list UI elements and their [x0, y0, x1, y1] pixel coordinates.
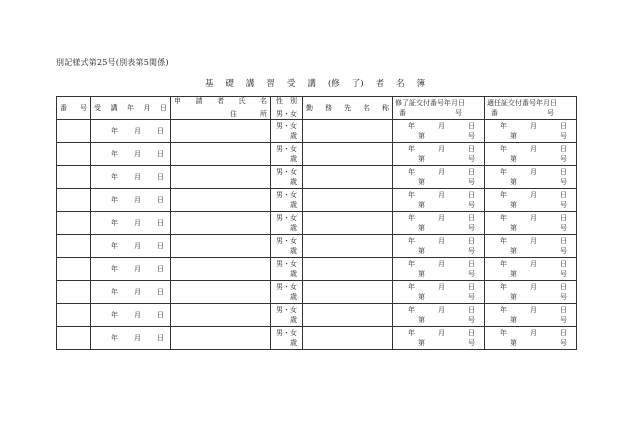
date-month: 月: [134, 172, 141, 181]
date-month: 月: [134, 241, 141, 250]
title-char: 基: [204, 79, 214, 89]
form-reference: 別記様式第25号(別表第5関係): [56, 58, 169, 67]
appoint-dai: 第: [510, 154, 517, 163]
cell-workplace[interactable]: [303, 304, 393, 327]
cell-appointment-cert[interactable]: [485, 327, 577, 350]
appoint-day: 日: [560, 282, 567, 291]
table-row: [57, 327, 577, 350]
appoint-day: 日: [560, 328, 567, 337]
title-char: 簿: [416, 79, 426, 89]
table-row: [57, 281, 577, 304]
header-gender: [271, 97, 303, 120]
title-char: 習: [266, 79, 275, 89]
appoint-day: 日: [560, 190, 567, 199]
gender-options: 男・女: [276, 144, 297, 153]
appoint-dai: 第: [510, 338, 517, 347]
cell-number[interactable]: [57, 166, 91, 189]
header-date-char: 講: [110, 103, 118, 112]
appoint-month: 月: [530, 305, 537, 314]
header-gender-char: 別: [290, 97, 297, 105]
cert-go: 号: [468, 246, 475, 255]
cell-number[interactable]: [57, 327, 91, 350]
date-day: 日: [157, 264, 164, 273]
appoint-month: 月: [530, 167, 537, 176]
cell-gender[interactable]: [271, 281, 303, 304]
cert-go: 号: [468, 131, 475, 140]
date-year: 年: [111, 287, 118, 296]
cell-number[interactable]: [57, 235, 91, 258]
cell-date[interactable]: [91, 327, 171, 350]
header-workplace-char: 先: [344, 103, 351, 112]
cert-go: 号: [468, 338, 475, 347]
cell-date[interactable]: [91, 166, 171, 189]
appoint-day: 日: [560, 144, 567, 153]
date-year: 年: [111, 264, 118, 273]
cert-day: 日: [468, 259, 475, 268]
cert-day: 日: [468, 282, 475, 291]
date-day: 日: [157, 310, 164, 319]
cert-year: 年: [408, 259, 415, 268]
header-applicant-char: 申: [174, 97, 181, 105]
cert-day: 日: [468, 144, 475, 153]
appoint-go: 号: [560, 338, 567, 347]
header-gender-options: 男・女: [276, 110, 297, 118]
cert-month: 月: [438, 167, 445, 176]
appoint-dai: 第: [510, 177, 517, 186]
title-char: 者: [375, 79, 385, 89]
appoint-go: 号: [560, 269, 567, 278]
appoint-day: 日: [560, 167, 567, 176]
cert-year: 年: [408, 190, 415, 199]
cell-date[interactable]: [91, 120, 171, 143]
cell-workplace[interactable]: [303, 212, 393, 235]
header-address-char: 住: [230, 110, 237, 118]
date-year: 年: [111, 126, 118, 135]
cert-month: 月: [438, 328, 445, 337]
date-day: 日: [157, 333, 164, 342]
date-year: 年: [111, 310, 118, 319]
header-applicant-char: 氏: [238, 97, 246, 105]
appoint-dai: 第: [510, 269, 517, 278]
cell-appointment-cert[interactable]: [485, 120, 577, 143]
cell-gender[interactable]: [271, 120, 303, 143]
cell-gender[interactable]: [271, 304, 303, 327]
register-table: [56, 96, 577, 350]
date-month: 月: [134, 310, 141, 319]
date-month: 月: [134, 264, 141, 273]
table-row: [57, 189, 577, 212]
cert-day: 日: [468, 328, 475, 337]
age-unit: 歳: [290, 315, 297, 324]
cell-applicant[interactable]: [171, 258, 271, 281]
cell-applicant[interactable]: [171, 235, 271, 258]
appoint-go: 号: [560, 223, 567, 232]
cert-year: 年: [408, 144, 415, 153]
cell-completion-cert[interactable]: [393, 189, 485, 212]
gender-options: 男・女: [276, 282, 297, 291]
cell-date[interactable]: [91, 281, 171, 304]
cell-workplace[interactable]: [303, 258, 393, 281]
cell-completion-cert[interactable]: [393, 258, 485, 281]
cert-year: 年: [408, 236, 415, 245]
header-gender-char: 性: [276, 97, 283, 105]
age-unit: 歳: [290, 131, 297, 140]
cell-applicant[interactable]: [171, 281, 271, 304]
cell-appointment-cert[interactable]: [485, 235, 577, 258]
appoint-year: 年: [500, 282, 507, 291]
date-month: 月: [134, 149, 141, 158]
cell-number[interactable]: [57, 189, 91, 212]
header-applicant: [171, 97, 271, 120]
header-completion-cert: [393, 97, 485, 120]
cert-year: 年: [408, 213, 415, 222]
date-month: 月: [134, 126, 141, 135]
date-day: 日: [157, 126, 164, 135]
age-unit: 歳: [290, 154, 297, 163]
title-char: 礎: [225, 79, 234, 89]
age-unit: 歳: [290, 269, 297, 278]
cell-date[interactable]: [91, 143, 171, 166]
appoint-go: 号: [560, 200, 567, 209]
appoint-dai: 第: [510, 223, 517, 232]
header-date: [91, 97, 171, 120]
gender-options: 男・女: [276, 305, 297, 314]
header-completion-char: 号: [455, 108, 462, 117]
header-applicant-char: 者: [217, 97, 224, 105]
header-workplace: [303, 97, 393, 120]
appoint-month: 月: [530, 213, 537, 222]
appoint-month: 月: [530, 121, 537, 130]
cert-year: 年: [408, 305, 415, 314]
title-char: 名: [396, 79, 405, 89]
age-unit: 歳: [290, 223, 297, 232]
date-day: 日: [157, 149, 164, 158]
cert-go: 号: [468, 177, 475, 186]
table-row: [57, 235, 577, 258]
cert-go: 号: [468, 315, 475, 324]
cell-number[interactable]: [57, 143, 91, 166]
cell-completion-cert[interactable]: [393, 166, 485, 189]
date-month: 月: [134, 333, 141, 342]
date-year: 年: [111, 172, 118, 181]
cell-workplace[interactable]: [303, 235, 393, 258]
cert-year: 年: [408, 121, 415, 130]
table-row: [57, 212, 577, 235]
cell-number[interactable]: [57, 304, 91, 327]
appoint-year: 年: [500, 259, 507, 268]
cert-day: 日: [468, 121, 475, 130]
appoint-day: 日: [560, 213, 567, 222]
age-unit: 歳: [290, 338, 297, 347]
appoint-go: 号: [560, 154, 567, 163]
date-day: 日: [157, 287, 164, 296]
appoint-day: 日: [560, 121, 567, 130]
cell-number[interactable]: [57, 258, 91, 281]
cert-month: 月: [438, 190, 445, 199]
cert-dai: 第: [418, 315, 425, 324]
appoint-dai: 第: [510, 131, 517, 140]
cell-gender[interactable]: [271, 212, 303, 235]
cell-date[interactable]: [91, 304, 171, 327]
header-row: [57, 97, 577, 120]
gender-options: 男・女: [276, 121, 297, 130]
gender-options: 男・女: [276, 213, 297, 222]
cert-dai: 第: [418, 200, 425, 209]
cell-applicant[interactable]: [171, 143, 271, 166]
appoint-month: 月: [530, 328, 537, 337]
appoint-year: 年: [500, 305, 507, 314]
cert-dai: 第: [418, 177, 425, 186]
cert-month: 月: [438, 259, 445, 268]
cell-number[interactable]: [57, 281, 91, 304]
cell-workplace[interactable]: [303, 143, 393, 166]
age-unit: 歳: [290, 246, 297, 255]
appoint-go: 号: [560, 246, 567, 255]
cert-dai: 第: [418, 223, 425, 232]
cert-year: 年: [408, 167, 415, 176]
header-number-char: 号: [80, 103, 87, 112]
cert-month: 月: [438, 121, 445, 130]
cell-completion-cert[interactable]: [393, 143, 485, 166]
table-row: [57, 166, 577, 189]
gender-options: 男・女: [276, 190, 297, 199]
cert-month: 月: [438, 144, 445, 153]
appoint-year: 年: [500, 167, 507, 176]
cert-go: 号: [468, 292, 475, 301]
cert-day: 日: [468, 236, 475, 245]
appoint-go: 号: [560, 292, 567, 301]
cell-completion-cert[interactable]: [393, 120, 485, 143]
appoint-month: 月: [530, 282, 537, 291]
title-char: 講: [307, 79, 316, 89]
cell-applicant[interactable]: [171, 189, 271, 212]
age-unit: 歳: [290, 292, 297, 301]
header-workplace-char: 称: [382, 103, 389, 112]
header-applicant-char: 名: [260, 97, 267, 105]
cell-completion-cert[interactable]: [393, 212, 485, 235]
appoint-month: 月: [530, 236, 537, 245]
appoint-go: 号: [560, 177, 567, 186]
cert-month: 月: [438, 236, 445, 245]
date-day: 日: [157, 218, 164, 227]
cert-day: 日: [468, 305, 475, 314]
gender-options: 男・女: [276, 167, 297, 176]
cert-day: 日: [468, 213, 475, 222]
cell-appointment-cert[interactable]: [485, 166, 577, 189]
appoint-month: 月: [530, 190, 537, 199]
appoint-year: 年: [500, 328, 507, 337]
date-year: 年: [111, 149, 118, 158]
date-year: 年: [111, 333, 118, 342]
cell-number[interactable]: [57, 212, 91, 235]
cell-gender[interactable]: [271, 189, 303, 212]
appoint-dai: 第: [510, 315, 517, 324]
cert-month: 月: [438, 305, 445, 314]
cell-date[interactable]: [91, 258, 171, 281]
cell-appointment-cert[interactable]: [485, 212, 577, 235]
cell-appointment-cert[interactable]: [485, 189, 577, 212]
header-appointment-cert: [485, 97, 577, 120]
cert-year: 年: [408, 328, 415, 337]
header-number: [57, 97, 91, 120]
cert-dai: 第: [418, 131, 425, 140]
cell-workplace[interactable]: [303, 281, 393, 304]
cell-workplace[interactable]: [303, 166, 393, 189]
header-workplace-char: 名: [363, 103, 370, 112]
cell-applicant[interactable]: [171, 212, 271, 235]
age-unit: 歳: [290, 200, 297, 209]
appoint-year: 年: [500, 190, 507, 199]
appoint-day: 日: [560, 305, 567, 314]
cert-day: 日: [468, 167, 475, 176]
appoint-year: 年: [500, 213, 507, 222]
appoint-month: 月: [530, 144, 537, 153]
cert-go: 号: [468, 154, 475, 163]
appoint-year: 年: [500, 236, 507, 245]
table-row: [57, 304, 577, 327]
date-year: 年: [111, 195, 118, 204]
cert-month: 月: [438, 282, 445, 291]
cell-applicant[interactable]: [171, 327, 271, 350]
table-row: [57, 120, 577, 143]
appoint-year: 年: [500, 144, 507, 153]
appoint-dai: 第: [510, 246, 517, 255]
cell-appointment-cert[interactable]: [485, 143, 577, 166]
age-unit: 歳: [290, 177, 297, 186]
cell-completion-cert[interactable]: [393, 327, 485, 350]
header-appointment-char: 号: [547, 108, 554, 117]
date-month: 月: [134, 287, 141, 296]
header-number-char: 番: [60, 103, 67, 112]
cert-day: 日: [468, 190, 475, 199]
cert-dai: 第: [418, 154, 425, 163]
gender-options: 男・女: [276, 328, 297, 337]
cert-go: 号: [468, 200, 475, 209]
header-address-char: 所: [260, 110, 267, 118]
table-row: [57, 143, 577, 166]
appoint-go: 号: [560, 131, 567, 140]
appoint-dai: 第: [510, 200, 517, 209]
cell-gender[interactable]: [271, 235, 303, 258]
header-applicant-char: 請: [195, 97, 203, 105]
header-completion-char: 番: [399, 108, 406, 117]
cert-year: 年: [408, 282, 415, 291]
appoint-month: 月: [530, 259, 537, 268]
cell-appointment-cert[interactable]: [485, 304, 577, 327]
cell-date[interactable]: [91, 235, 171, 258]
cert-go: 号: [468, 269, 475, 278]
cell-gender[interactable]: [271, 166, 303, 189]
cert-go: 号: [468, 223, 475, 232]
cell-applicant[interactable]: [171, 166, 271, 189]
header-completion-title: 修了証交付番号年月日: [395, 98, 465, 107]
date-year: 年: [111, 218, 118, 227]
date-month: 月: [134, 195, 141, 204]
cell-applicant[interactable]: [171, 120, 271, 143]
date-day: 日: [157, 195, 164, 204]
cell-completion-cert[interactable]: [393, 235, 485, 258]
gender-options: 男・女: [276, 259, 297, 268]
cell-applicant[interactable]: [171, 304, 271, 327]
cell-gender[interactable]: [271, 258, 303, 281]
header-workplace-char: 勤: [306, 103, 313, 112]
cert-dai: 第: [418, 269, 425, 278]
date-month: 月: [134, 218, 141, 227]
gender-options: 男・女: [276, 236, 297, 245]
header-date-char: 受: [94, 103, 101, 112]
cell-workplace[interactable]: [303, 327, 393, 350]
cert-month: 月: [438, 213, 445, 222]
header-date-char: 年: [127, 103, 134, 112]
cell-completion-cert[interactable]: [393, 304, 485, 327]
cell-number[interactable]: [57, 120, 91, 143]
appoint-dai: 第: [510, 292, 517, 301]
appoint-go: 号: [560, 315, 567, 324]
cell-date[interactable]: [91, 212, 171, 235]
title-char: 受: [286, 79, 296, 89]
cell-appointment-cert[interactable]: [485, 281, 577, 304]
date-year: 年: [111, 241, 118, 250]
appoint-day: 日: [560, 236, 567, 245]
cell-gender[interactable]: [271, 327, 303, 350]
cell-completion-cert[interactable]: [393, 281, 485, 304]
register-title: [0, 77, 630, 89]
header-date-char: 日: [160, 103, 167, 112]
header-workplace-char: 務: [325, 103, 332, 112]
cert-dai: 第: [418, 246, 425, 255]
appoint-day: 日: [560, 259, 567, 268]
appoint-year: 年: [500, 121, 507, 130]
cell-appointment-cert[interactable]: [485, 258, 577, 281]
date-day: 日: [157, 241, 164, 250]
cell-gender[interactable]: [271, 143, 303, 166]
header-date-char: 月: [143, 103, 151, 112]
date-day: 日: [157, 172, 164, 181]
title-char: 了): [351, 79, 364, 89]
header-appointment-char: 番: [491, 108, 498, 117]
cell-workplace[interactable]: [303, 120, 393, 143]
header-appointment-title: 適任証交付番号年月日: [487, 98, 557, 107]
table-row: [57, 258, 577, 281]
cell-workplace[interactable]: [303, 189, 393, 212]
title-char: (修: [327, 79, 340, 89]
title-char: 講: [245, 79, 255, 89]
cert-dai: 第: [418, 292, 425, 301]
cert-dai: 第: [418, 338, 425, 347]
cell-date[interactable]: [91, 189, 171, 212]
